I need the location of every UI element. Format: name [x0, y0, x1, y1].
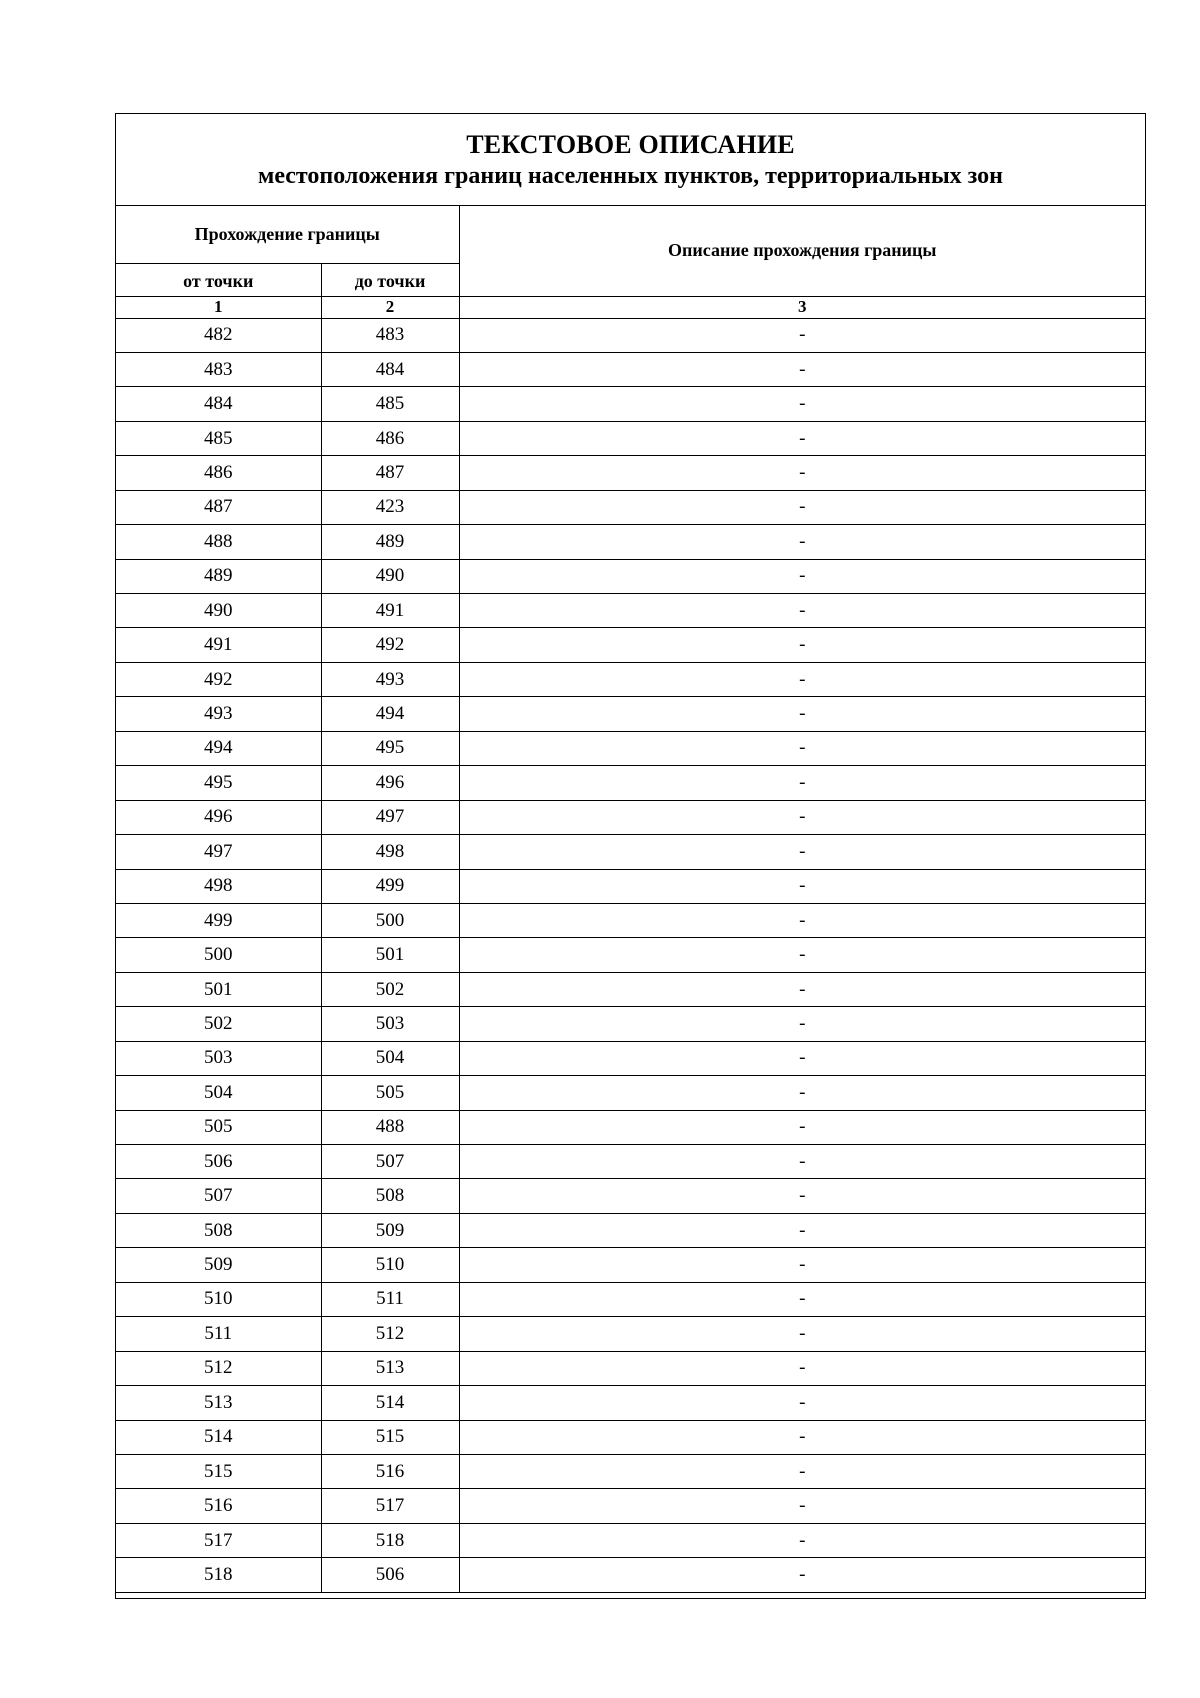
to-point-cell: 483 — [321, 318, 459, 352]
to-point-cell: 515 — [321, 1420, 459, 1454]
column-number-3: 3 — [459, 296, 1145, 318]
table-bottom-strip — [116, 1593, 1145, 1598]
table-row — [116, 835, 1145, 869]
description-cell: - — [459, 1351, 1145, 1385]
to-point-cell: 491 — [321, 594, 459, 628]
header-description: Описание прохождения границы — [459, 206, 1145, 296]
description-cell: - — [459, 766, 1145, 800]
from-point-cell: 501 — [116, 972, 321, 1006]
table-row — [116, 766, 1145, 800]
boundary-description-sheet — [115, 113, 1146, 1599]
from-point-cell: 495 — [116, 766, 321, 800]
from-point-cell: 510 — [116, 1282, 321, 1316]
table-row — [116, 1489, 1145, 1523]
from-point-cell: 497 — [116, 835, 321, 869]
from-point-cell: 506 — [116, 1145, 321, 1179]
description-cell: - — [459, 1523, 1145, 1557]
table-row — [116, 525, 1145, 559]
from-point-cell: 515 — [116, 1454, 321, 1488]
description-cell: - — [459, 490, 1145, 524]
from-point-cell: 490 — [116, 594, 321, 628]
from-point-cell: 488 — [116, 525, 321, 559]
description-cell: - — [459, 1179, 1145, 1213]
description-cell: - — [459, 1386, 1145, 1420]
table-row — [116, 1007, 1145, 1041]
to-point-cell: 493 — [321, 662, 459, 696]
to-point-cell: 512 — [321, 1317, 459, 1351]
from-point-cell: 492 — [116, 662, 321, 696]
to-point-cell: 514 — [321, 1386, 459, 1420]
description-cell: - — [459, 525, 1145, 559]
description-cell: - — [459, 1558, 1145, 1592]
from-point-cell: 503 — [116, 1041, 321, 1075]
description-cell: - — [459, 1454, 1145, 1488]
to-point-cell: 511 — [321, 1282, 459, 1316]
description-cell: - — [459, 559, 1145, 593]
from-point-cell: 509 — [116, 1248, 321, 1282]
description-cell: - — [459, 869, 1145, 903]
description-cell: - — [459, 318, 1145, 352]
table-row — [116, 1213, 1145, 1247]
from-point-cell: 499 — [116, 903, 321, 937]
to-point-cell: 518 — [321, 1523, 459, 1557]
from-point-cell: 487 — [116, 490, 321, 524]
to-point-cell: 509 — [321, 1213, 459, 1247]
table-row — [116, 490, 1145, 524]
from-point-cell: 514 — [116, 1420, 321, 1454]
description-cell: - — [459, 938, 1145, 972]
to-point-cell: 498 — [321, 835, 459, 869]
description-cell: - — [459, 628, 1145, 662]
table-row — [116, 731, 1145, 765]
to-point-cell: 494 — [321, 697, 459, 731]
to-point-cell: 500 — [321, 903, 459, 937]
to-point-cell: 488 — [321, 1110, 459, 1144]
table-body — [116, 318, 1145, 1592]
table-row — [116, 1386, 1145, 1420]
to-point-cell: 490 — [321, 559, 459, 593]
table-row — [116, 972, 1145, 1006]
from-point-cell: 508 — [116, 1213, 321, 1247]
table-row — [116, 456, 1145, 490]
description-cell: - — [459, 387, 1145, 421]
description-cell: - — [459, 456, 1145, 490]
to-point-cell: 502 — [321, 972, 459, 1006]
from-point-cell: 491 — [116, 628, 321, 662]
description-cell: - — [459, 1317, 1145, 1351]
from-point-cell: 500 — [116, 938, 321, 972]
description-cell: - — [459, 800, 1145, 834]
description-cell: - — [459, 662, 1145, 696]
header-boundary-passage: Прохождение границы — [116, 206, 459, 263]
to-point-cell: 499 — [321, 869, 459, 903]
table-row — [116, 1454, 1145, 1488]
from-point-cell: 504 — [116, 1076, 321, 1110]
title-block — [116, 114, 1145, 206]
from-point-cell: 518 — [116, 1558, 321, 1592]
table-header — [116, 206, 1145, 318]
table-row — [116, 387, 1145, 421]
column-number-1: 1 — [116, 296, 321, 318]
description-cell: - — [459, 421, 1145, 455]
from-point-cell: 484 — [116, 387, 321, 421]
table-row — [116, 869, 1145, 903]
to-point-cell: 505 — [321, 1076, 459, 1110]
to-point-cell: 517 — [321, 1489, 459, 1523]
table-row — [116, 1317, 1145, 1351]
to-point-cell: 507 — [321, 1145, 459, 1179]
description-cell: - — [459, 835, 1145, 869]
description-cell: - — [459, 697, 1145, 731]
from-point-cell: 507 — [116, 1179, 321, 1213]
description-cell: - — [459, 1007, 1145, 1041]
table-row — [116, 352, 1145, 386]
description-cell: - — [459, 1489, 1145, 1523]
table-row — [116, 1523, 1145, 1557]
table-row — [116, 1179, 1145, 1213]
table-row — [116, 938, 1145, 972]
to-point-cell: 501 — [321, 938, 459, 972]
table-row — [116, 1248, 1145, 1282]
description-cell: - — [459, 1110, 1145, 1144]
to-point-cell: 506 — [321, 1558, 459, 1592]
to-point-cell: 492 — [321, 628, 459, 662]
table-row — [116, 594, 1145, 628]
to-point-cell: 486 — [321, 421, 459, 455]
to-point-cell: 497 — [321, 800, 459, 834]
to-point-cell: 503 — [321, 1007, 459, 1041]
from-point-cell: 517 — [116, 1523, 321, 1557]
description-cell: - — [459, 903, 1145, 937]
description-cell: - — [459, 1145, 1145, 1179]
description-cell: - — [459, 1420, 1145, 1454]
description-cell: - — [459, 1282, 1145, 1316]
from-point-cell: 498 — [116, 869, 321, 903]
table-row — [116, 318, 1145, 352]
from-point-cell: 516 — [116, 1489, 321, 1523]
table-row — [116, 800, 1145, 834]
document-subtitle: местоположения границ населенных пунктов, территориальных зон — [257, 163, 1004, 189]
table-row — [116, 1076, 1145, 1110]
to-point-cell: 495 — [321, 731, 459, 765]
from-point-cell: 496 — [116, 800, 321, 834]
table-row — [116, 697, 1145, 731]
table-row — [116, 421, 1145, 455]
from-point-cell: 482 — [116, 318, 321, 352]
header-from-point: от точки — [116, 263, 321, 296]
from-point-cell: 494 — [116, 731, 321, 765]
from-point-cell: 485 — [116, 421, 321, 455]
document-title: ТЕКСТОВОЕ ОПИСАНИЕ — [466, 130, 795, 159]
from-point-cell: 511 — [116, 1317, 321, 1351]
to-point-cell: 510 — [321, 1248, 459, 1282]
description-cell: - — [459, 1213, 1145, 1247]
to-point-cell: 489 — [321, 525, 459, 559]
table-row — [116, 662, 1145, 696]
description-cell: - — [459, 972, 1145, 1006]
from-point-cell: 512 — [116, 1351, 321, 1385]
to-point-cell: 485 — [321, 387, 459, 421]
table-row — [116, 559, 1145, 593]
to-point-cell: 496 — [321, 766, 459, 800]
from-point-cell: 486 — [116, 456, 321, 490]
from-point-cell: 493 — [116, 697, 321, 731]
table-row — [116, 1351, 1145, 1385]
boundary-table — [116, 206, 1145, 1593]
from-point-cell: 505 — [116, 1110, 321, 1144]
description-cell: - — [459, 1248, 1145, 1282]
to-point-cell: 516 — [321, 1454, 459, 1488]
description-cell: - — [459, 1041, 1145, 1075]
table-row — [116, 1558, 1145, 1592]
description-cell: - — [459, 594, 1145, 628]
table-row — [116, 1041, 1145, 1075]
from-point-cell: 513 — [116, 1386, 321, 1420]
table-row — [116, 1110, 1145, 1144]
description-cell: - — [459, 352, 1145, 386]
table-row — [116, 628, 1145, 662]
to-point-cell: 504 — [321, 1041, 459, 1075]
from-point-cell: 489 — [116, 559, 321, 593]
from-point-cell: 483 — [116, 352, 321, 386]
to-point-cell: 508 — [321, 1179, 459, 1213]
description-cell: - — [459, 1076, 1145, 1110]
from-point-cell: 502 — [116, 1007, 321, 1041]
column-number-2: 2 — [321, 296, 459, 318]
to-point-cell: 487 — [321, 456, 459, 490]
table-row — [116, 1145, 1145, 1179]
to-point-cell: 423 — [321, 490, 459, 524]
table-row — [116, 1282, 1145, 1316]
table-row — [116, 1420, 1145, 1454]
to-point-cell: 484 — [321, 352, 459, 386]
header-to-point: до точки — [321, 263, 459, 296]
to-point-cell: 513 — [321, 1351, 459, 1385]
description-cell: - — [459, 731, 1145, 765]
table-row — [116, 903, 1145, 937]
